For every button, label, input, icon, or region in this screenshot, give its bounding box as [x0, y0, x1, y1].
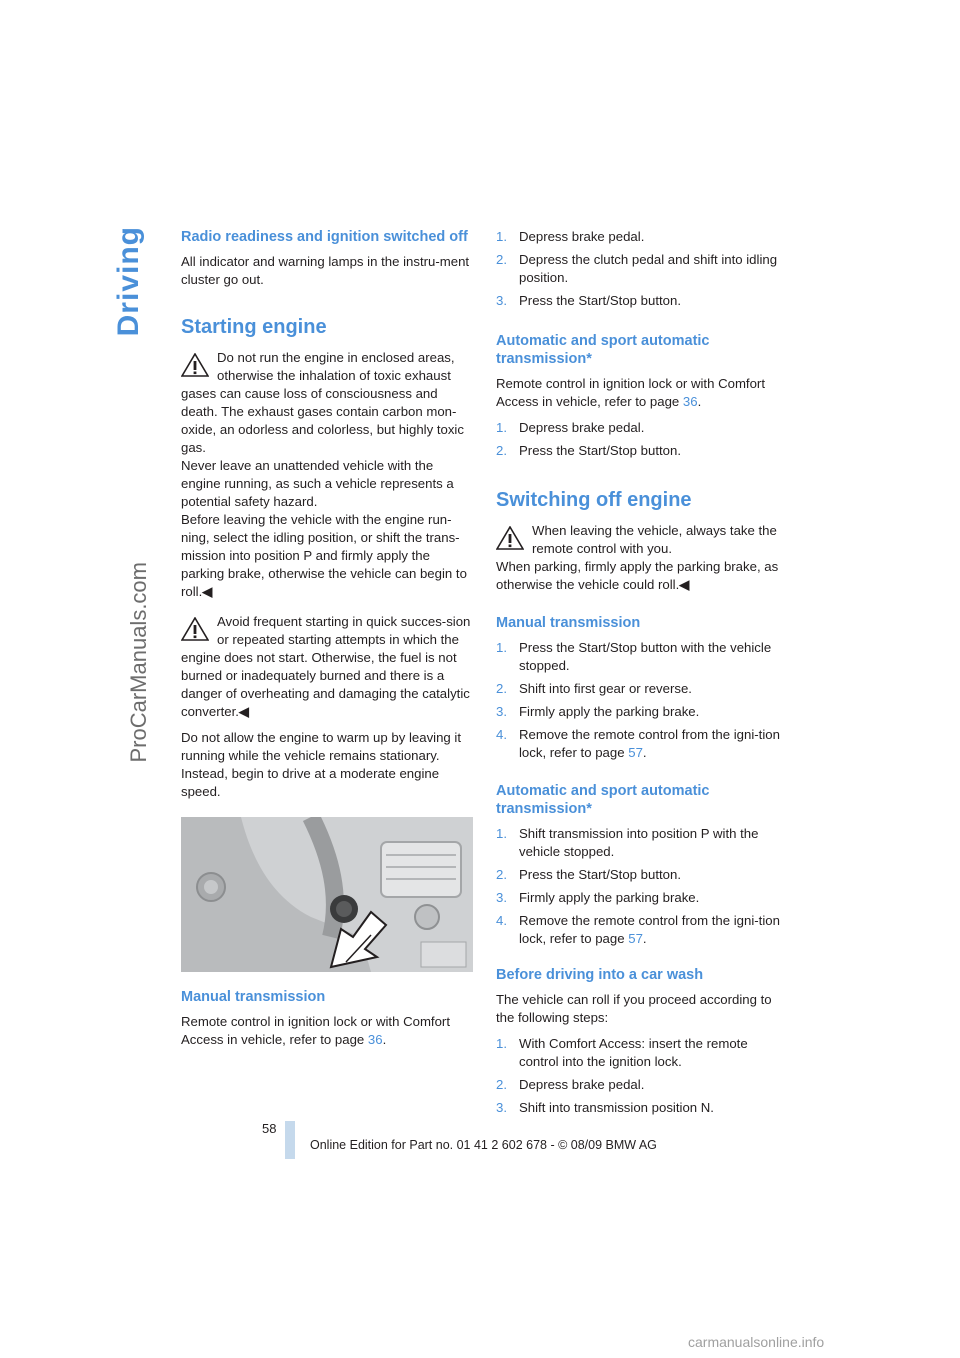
end-mark: ◀ [202, 584, 213, 599]
warning-take-remote [496, 522, 788, 594]
step-text: With Comfort Access: insert the remote control into the ignition lock. [519, 1036, 748, 1069]
list-item [496, 703, 788, 721]
step-text: Remove the remote control from the igni-tion lock, refer to page [519, 913, 780, 946]
list-item [496, 639, 788, 675]
warning-enclosed-areas [181, 349, 473, 601]
warning-triangle-icon [181, 617, 209, 641]
step-number: 3. [496, 704, 507, 719]
end-mark: ◀ [679, 577, 690, 592]
car-wash-text: The vehicle can roll if you proceed according to the following steps: [496, 992, 772, 1025]
list-item [496, 1099, 788, 1117]
page-link-57[interactable]: 57 [628, 931, 643, 946]
list-item [496, 251, 788, 287]
list-item [496, 228, 788, 246]
warning-take-remote-text: When leaving the vehicle, always take the remote control with you. [532, 523, 777, 556]
off-automatic-steps [496, 825, 788, 948]
side-watermark: ProCarManuals.com [126, 562, 151, 763]
list-item [496, 680, 788, 698]
start-stop-button-illustration [181, 817, 473, 972]
step-number: 4. [496, 727, 507, 742]
footer-edition: Online Edition for Part no. 01 41 2 602 678 - © 08/09 BMW AG [310, 1138, 657, 1152]
step-number: 3. [496, 293, 507, 308]
step-text: Depress brake pedal. [519, 1077, 645, 1092]
period: . [642, 931, 647, 946]
radio-readiness-heading: Radio readiness and ignition switched off [181, 229, 468, 245]
step-number: 4. [496, 913, 507, 928]
radio-readiness-text: All indicator and warning lamps in the instru-ment cluster go out. [181, 254, 470, 287]
warning-triangle-icon [496, 526, 524, 550]
manual-transmission-text [181, 1013, 473, 1049]
page-link-36[interactable]: 36 [367, 1032, 383, 1047]
warning-triangle-icon [181, 353, 209, 377]
warning-enclosed-text: Do not run the engine in enclosed areas, otherwise the inhalation of toxic exhaust gases can cause loss of consciousness and death. The exhaust gases contain carbon mon-oxide, an odorless and colorless, but highly toxic gas. [181, 350, 464, 455]
auto-text: Remote control in ignition lock or with Comfort Access in vehicle, refer to page [496, 376, 765, 409]
step-number: 2. [496, 867, 507, 882]
step-text: Depress the clutch pedal and shift into idling position. [519, 252, 778, 285]
step-number: 2. [496, 1077, 507, 1092]
list-item [496, 442, 788, 460]
list-item [496, 1076, 788, 1094]
page-link-36[interactable]: 36 [682, 394, 698, 409]
end-mark: ◀ [238, 704, 250, 719]
manual-start-steps [496, 228, 788, 310]
automatic-start-steps [496, 419, 788, 460]
step-number: 1. [496, 826, 507, 841]
list-item [496, 866, 788, 884]
step-text: Firmly apply the parking brake. [519, 890, 700, 905]
warning-unattended-text: Never leave an unattended vehicle with the engine running, as such a vehicle represents a potential safety hazard. [181, 458, 454, 509]
step-text: Press the Start/Stop button. [519, 867, 682, 882]
warning-parking-text: When parking, firmly apply the parking brake, as otherwise the vehicle could roll. [496, 559, 779, 592]
step-text: Press the Start/Stop button. [519, 293, 682, 308]
car-wash-steps [496, 1035, 788, 1117]
page-link-57[interactable]: 57 [628, 745, 643, 760]
period: . [382, 1032, 387, 1047]
bottom-watermark: carmanualsonline.info [688, 1334, 825, 1350]
warmup-text: Do not allow the engine to warm up by leaving it running while the vehicle remains stationary. Instead, begin to drive at a moderate engine speed. [181, 730, 462, 799]
step-text: Firmly apply the parking brake. [519, 704, 700, 719]
section-tab: Driving [112, 226, 145, 337]
step-number: 1. [496, 229, 507, 244]
step-number: 2. [496, 252, 507, 267]
step-text: Press the Start/Stop button with the vehicle stopped. [519, 640, 772, 673]
footer-bar [285, 1121, 295, 1159]
step-number: 2. [496, 681, 507, 696]
automatic-transmission-text [496, 375, 788, 411]
step-number: 1. [496, 1036, 507, 1051]
step-text: Shift transmission into position P with the vehicle stopped. [519, 826, 759, 859]
step-text: Press the Start/Stop button. [519, 443, 682, 458]
list-item [496, 889, 788, 907]
step-text: Shift into first gear or reverse. [519, 681, 692, 696]
list-item [496, 419, 788, 437]
warning-frequent-text: Avoid frequent starting in quick succes-sion or repeated starting attempts in which the engine does not start. Otherwise, the fuel is not burned or inadequately burned and there is a danger of overheating and damaging the catalytic converter. [181, 614, 471, 719]
page-number: 58 [262, 1121, 277, 1136]
steering-wheel-image [181, 817, 473, 972]
list-item [496, 726, 788, 762]
step-number: 3. [496, 1100, 507, 1115]
list-item [496, 1035, 788, 1071]
step-text: Remove the remote control from the igni-tion lock, refer to page [519, 727, 780, 760]
off-manual-steps [496, 639, 788, 762]
off-automatic-heading: Automatic and sport automatic transmission* [496, 783, 710, 817]
right-column [496, 228, 788, 1125]
step-number: 1. [496, 420, 507, 435]
starting-engine-heading: Starting engine [181, 316, 327, 338]
switching-off-engine-heading: Switching off engine [496, 489, 692, 511]
off-manual-heading: Manual transmission [496, 615, 641, 631]
step-number: 3. [496, 890, 507, 905]
automatic-transmission-heading: Automatic and sport automatic transmission* [496, 333, 710, 367]
period: . [697, 394, 702, 409]
list-item [496, 912, 788, 948]
warning-before-leaving-text: Before leaving the vehicle with the engine run-ning, select the idling position, or shift the trans-mission into position P and firmly apply the parking brake, otherwise the vehicle can begin to roll. [181, 512, 467, 599]
manual-text: Remote control in ignition lock or with Comfort Access in vehicle, refer to page [181, 1014, 450, 1047]
step-number: 2. [496, 443, 507, 458]
step-text: Shift into transmission position N. [519, 1100, 714, 1115]
car-wash-heading: Before driving into a car wash [496, 967, 704, 983]
list-item [496, 292, 788, 310]
list-item [496, 825, 788, 861]
warning-frequent-starting [181, 613, 473, 721]
manual-transmission-heading: Manual transmission [181, 989, 326, 1005]
left-column [181, 228, 473, 1057]
step-number: 1. [496, 640, 507, 655]
step-text: Depress brake pedal. [519, 420, 645, 435]
step-text: Depress brake pedal. [519, 229, 645, 244]
period: . [642, 745, 647, 760]
